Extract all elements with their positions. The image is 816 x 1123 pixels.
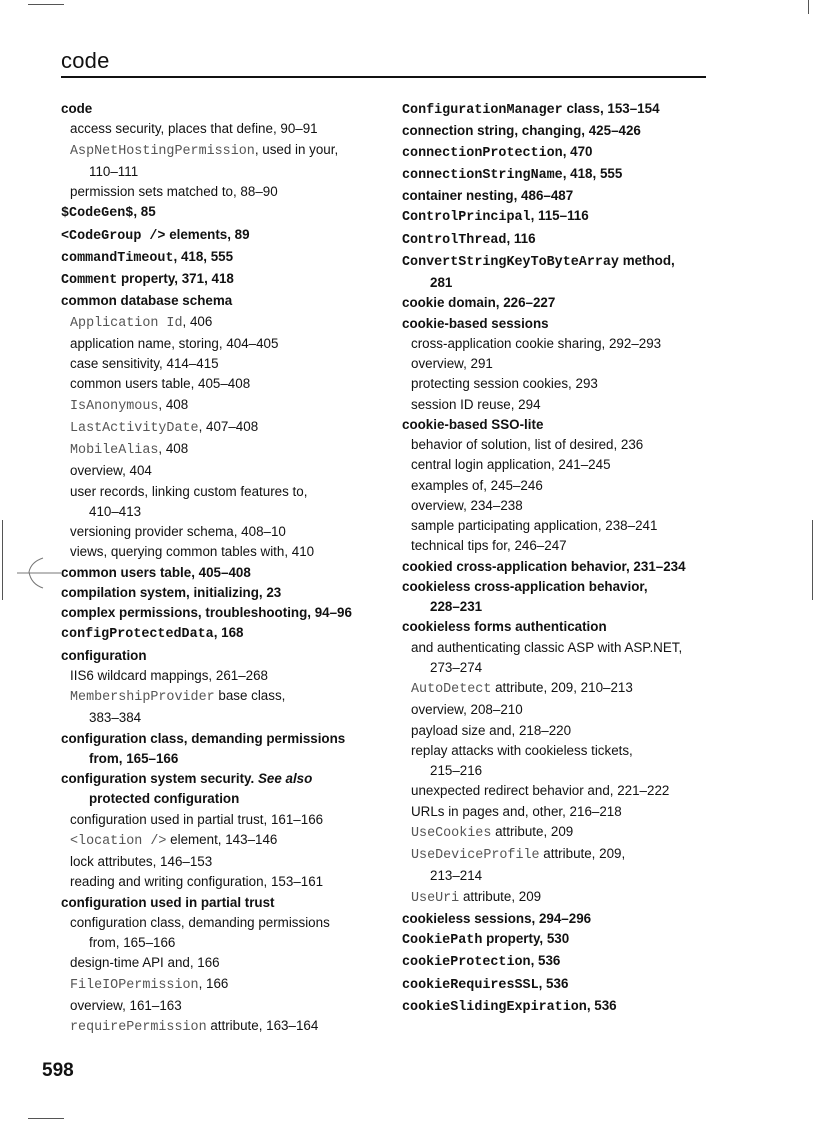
- index-main-entry: [402, 314, 712, 334]
- entry-text: , 418, 555: [562, 165, 623, 181]
- entry-text: , 166: [198, 975, 229, 991]
- index-main-entry: [402, 99, 712, 121]
- entry-text: attribute, 163–164: [206, 1018, 319, 1033]
- crop-mark-left-edge: [2, 520, 3, 600]
- entry-text: , 408: [158, 396, 189, 412]
- index-sub-entry: [61, 686, 371, 708]
- code-term: commandTimeout: [61, 250, 174, 266]
- code-term: cookieProtection: [402, 955, 531, 971]
- entry-text: attribute, 209, 210–213: [491, 680, 633, 695]
- entry-text: configuration class, demanding permissions: [61, 730, 346, 746]
- entry-text: , 418, 555: [173, 248, 234, 264]
- index-sub-entry: [61, 872, 371, 892]
- index-main-entry: [61, 646, 371, 666]
- index-sub-entry: [402, 476, 712, 496]
- entry-text: elements, 89: [165, 226, 250, 242]
- index-sub-entry: [402, 354, 712, 374]
- index-sub-entry: [402, 638, 712, 658]
- index-sub-entry: [402, 496, 712, 516]
- index-main-entry: [402, 577, 712, 597]
- index-sub-entry: [402, 887, 712, 909]
- entry-text: application name, storing, 404–405: [70, 335, 279, 351]
- entry-text: protecting session cookies, 293: [411, 376, 598, 392]
- entry-text: property, 371, 418: [117, 271, 234, 286]
- code-term: FileIOPermission: [70, 977, 199, 993]
- index-sub-entry: [402, 700, 712, 720]
- entry-text: reading and writing configuration, 153–161: [70, 874, 324, 890]
- entry-text: cookie-based sessions: [402, 315, 549, 331]
- index-main-entry: [61, 202, 371, 224]
- entry-text: , 115–116: [530, 208, 589, 224]
- entry-text: configuration system security.: [61, 771, 258, 786]
- code-term: Application Id: [70, 315, 183, 331]
- index-sub-entry: [402, 866, 712, 886]
- page-number: 598: [42, 1060, 74, 1081]
- index-sub-entry: [402, 536, 712, 556]
- entry-text: , 536: [586, 997, 617, 1013]
- index-main-entry: [402, 951, 712, 973]
- entry-text: overview, 234–238: [411, 497, 523, 513]
- index-sub-entry: [61, 502, 371, 522]
- entry-text: common users table, 405–408: [70, 376, 251, 392]
- entry-text: attribute, 209: [459, 888, 542, 904]
- index-main-entry: [61, 291, 371, 311]
- crop-mark-top-right: [808, 0, 809, 14]
- entry-text: element, 143–146: [166, 831, 278, 847]
- index-sub-entry: [61, 395, 371, 417]
- index-sub-entry: [61, 830, 371, 852]
- entry-text: technical tips for, 246–247: [411, 538, 567, 554]
- index-main-entry: [61, 749, 371, 769]
- code-term: requirePermission: [70, 1020, 207, 1035]
- entry-text: configuration used in partial trust: [61, 894, 275, 910]
- crop-mark-bottom-left: [28, 1118, 64, 1119]
- entry-text: session ID reuse, 294: [411, 396, 541, 412]
- index-main-entry: [61, 769, 371, 789]
- code-term: $CodeGen$: [61, 206, 134, 222]
- entry-text: from, 165–166: [89, 750, 179, 766]
- index-sub-entry: [402, 435, 712, 455]
- binding-registration-mark: [15, 554, 65, 594]
- entry-text: attribute, 209,: [539, 846, 626, 861]
- code-term: connectionProtection: [402, 145, 563, 161]
- index-sub-entry: [61, 1016, 371, 1038]
- entry-text: views, querying common tables with, 410: [70, 544, 315, 560]
- entry-text: 213–214: [430, 868, 483, 884]
- index-main-entry: [402, 206, 712, 228]
- index-main-entry: [61, 99, 371, 119]
- index-main-entry: [402, 229, 712, 251]
- entry-text: lock attributes, 146–153: [70, 854, 213, 869]
- entry-text: overview, 291: [411, 356, 493, 371]
- index-main-entry: [402, 186, 712, 206]
- entry-text: examples of, 245–246: [411, 477, 543, 493]
- index-sub-entry: [61, 482, 371, 502]
- code-term: <location />: [70, 833, 167, 849]
- entry-text: See also: [257, 771, 313, 786]
- entry-text: base class,: [214, 688, 286, 703]
- code-term: UseCookies: [411, 825, 492, 841]
- code-term: MobileAlias: [70, 443, 159, 458]
- entry-text: container nesting, 486–487: [402, 188, 574, 203]
- index-sub-entry: [61, 913, 371, 933]
- index-sub-entry: [402, 678, 712, 700]
- index-main-entry: [402, 597, 712, 617]
- code-term: cookieRequiresSSL: [402, 977, 539, 993]
- index-sub-entry: [402, 822, 712, 844]
- entry-text: 273–274: [430, 659, 483, 675]
- index-main-entry: [402, 251, 712, 273]
- index-main-entry: [402, 557, 712, 577]
- entry-text: attribute, 209: [491, 823, 574, 839]
- index-sub-entry: [402, 781, 712, 801]
- entry-text: unexpected redirect behavior and, 221–222: [411, 783, 670, 799]
- entry-text: and authenticating classic ASP with ASP.NET,: [411, 639, 683, 655]
- index-main-entry: [61, 623, 371, 645]
- code-term: CookiePath: [402, 933, 483, 948]
- index-sub-entry: [61, 996, 371, 1016]
- index-sub-entry: [61, 439, 371, 461]
- index-sub-entry: [61, 666, 371, 686]
- entry-text: , 85: [133, 204, 156, 220]
- index-main-entry: [61, 789, 371, 809]
- index-sub-entry: [61, 374, 371, 394]
- index-main-entry: [61, 729, 371, 749]
- index-sub-entry: [61, 119, 371, 139]
- code-term: ControlThread: [402, 232, 507, 248]
- index-sub-entry: [61, 522, 371, 542]
- code-term: connectionStringName: [402, 167, 563, 183]
- index-main-entry: [402, 121, 712, 141]
- entry-text: , 168: [213, 625, 244, 641]
- entry-text: user records, linking custom features to,: [70, 483, 308, 499]
- index-sub-entry: [61, 162, 371, 182]
- index-sub-entry: [61, 312, 371, 334]
- entry-text: configuration used in partial trust, 161–166: [70, 811, 324, 827]
- index-main-entry: [402, 909, 712, 929]
- entry-text: common database schema: [61, 293, 233, 309]
- entry-text: 410–413: [89, 503, 142, 519]
- entry-text: from, 165–166: [89, 935, 176, 950]
- index-main-entry: [61, 225, 371, 247]
- index-main-entry: [402, 617, 712, 637]
- code-term: LastActivityDate: [70, 420, 199, 436]
- entry-text: 383–384: [89, 710, 142, 726]
- index-sub-entry: [61, 461, 371, 481]
- entry-text: method,: [618, 252, 675, 268]
- entry-text: IIS6 wildcard mappings, 261–268: [70, 667, 269, 683]
- entry-text: cookieless sessions, 294–296: [402, 910, 592, 926]
- code-term: UseDeviceProfile: [411, 848, 540, 863]
- index-main-entry: [402, 273, 712, 293]
- index-sub-entry: [61, 354, 371, 374]
- code-term: MembershipProvider: [70, 690, 215, 705]
- index-sub-entry: [61, 810, 371, 830]
- entry-text: connection string, changing, 425–426: [402, 123, 641, 139]
- entry-text: complex permissions, troubleshooting, 94–96: [61, 605, 352, 620]
- index-sub-entry: [402, 334, 712, 354]
- entry-text: class, 153–154: [562, 101, 660, 116]
- index-main-entry: [61, 247, 371, 269]
- code-term: ConvertStringKeyToByteArray: [402, 254, 619, 270]
- entry-text: 228–231: [430, 599, 483, 614]
- entry-text: replay attacks with cookieless tickets,: [411, 742, 633, 758]
- index-main-entry: [402, 293, 712, 313]
- index-main-entry: [61, 269, 371, 291]
- index-main-entry: [402, 164, 712, 186]
- entry-text: cookie domain, 226–227: [402, 295, 556, 311]
- index-main-entry: [402, 996, 712, 1018]
- index-main-entry: [402, 142, 712, 164]
- code-term: Comment: [61, 273, 118, 288]
- index-sub-entry: [402, 741, 712, 761]
- index-sub-entry: [402, 802, 712, 822]
- index-sub-entry: [61, 974, 371, 996]
- entry-text: overview, 208–210: [411, 702, 523, 718]
- entry-text: , used in your,: [254, 141, 339, 157]
- entry-text: property, 530: [482, 931, 570, 946]
- index-sub-entry: [61, 933, 371, 953]
- crop-mark-right-edge: [812, 520, 813, 600]
- entry-text: sample participating application, 238–241: [411, 518, 658, 533]
- entry-text: design-time API and, 166: [70, 955, 220, 971]
- entry-text: configuration: [61, 647, 147, 663]
- header-rule: [61, 76, 706, 78]
- code-term: ControlPrincipal: [402, 210, 531, 226]
- entry-text: overview, 161–163: [70, 997, 182, 1013]
- index-sub-entry: [61, 708, 371, 728]
- entry-text: 281: [430, 275, 453, 290]
- entry-text: access security, places that define, 90–91: [70, 121, 318, 137]
- index-sub-entry: [402, 395, 712, 415]
- index-main-entry: [402, 929, 712, 951]
- entry-text: , 536: [530, 953, 561, 969]
- entry-text: central login application, 241–245: [411, 457, 611, 473]
- code-term: IsAnonymous: [70, 398, 159, 414]
- entry-text: URLs in pages and, other, 216–218: [411, 803, 622, 819]
- code-term: AspNetHostingPermission: [70, 143, 255, 159]
- index-sub-entry: [61, 417, 371, 439]
- index-sub-entry: [61, 542, 371, 562]
- index-column-left: [61, 99, 371, 1038]
- entry-text: cookie-based SSO-lite: [402, 416, 544, 432]
- entry-text: common users table, 405–408: [61, 564, 251, 580]
- code-term: <CodeGroup />: [61, 228, 166, 244]
- running-header-title: code: [61, 48, 110, 73]
- entry-text: permission sets matched to, 88–90: [70, 184, 278, 199]
- index-sub-entry: [61, 852, 371, 872]
- index-sub-entry: [402, 658, 712, 678]
- index-main-entry: [402, 974, 712, 996]
- crop-mark-top-left: [28, 4, 64, 5]
- code-term: ConfigurationManager: [402, 103, 563, 118]
- entry-text: , 406: [182, 313, 213, 329]
- entry-text: , 470: [562, 143, 593, 159]
- entry-text: case sensitivity, 414–415: [70, 356, 219, 371]
- entry-text: , 116: [506, 230, 536, 246]
- entry-text: cookieless forms authentication: [402, 619, 607, 635]
- entry-text: 110–111: [89, 163, 139, 179]
- entry-text: compilation system, initializing, 23: [61, 584, 282, 600]
- entry-text: behavior of solution, list of desired, 236: [411, 437, 644, 452]
- index-sub-entry: [61, 140, 371, 162]
- index-sub-entry: [61, 334, 371, 354]
- entry-text: protected configuration: [89, 791, 240, 807]
- entry-text: cookied cross-application behavior, 231–234: [402, 558, 686, 574]
- index-sub-entry: [402, 516, 712, 536]
- entry-text: configuration class, demanding permissions: [70, 914, 330, 930]
- index-main-entry: [61, 603, 371, 623]
- index-sub-entry: [402, 455, 712, 475]
- index-sub-entry: [402, 761, 712, 781]
- entry-text: , 408: [158, 441, 189, 456]
- index-main-entry: [61, 583, 371, 603]
- index-main-entry: [402, 415, 712, 435]
- entry-text: 215–216: [430, 763, 483, 778]
- entry-text: code: [61, 101, 93, 116]
- code-term: UseUri: [411, 890, 460, 906]
- entry-text: overview, 404: [70, 463, 152, 479]
- index-sub-entry: [402, 374, 712, 394]
- entry-text: payload size and, 218–220: [411, 722, 572, 738]
- index-sub-entry: [61, 953, 371, 973]
- code-term: cookieSlidingExpiration: [402, 999, 587, 1015]
- entry-text: cookieless cross-application behavior,: [402, 578, 648, 594]
- index-main-entry: [61, 893, 371, 913]
- entry-text: cross-application cookie sharing, 292–293: [411, 335, 662, 351]
- entry-text: versioning provider schema, 408–10: [70, 524, 286, 539]
- entry-text: , 536: [538, 975, 569, 991]
- index-main-entry: [61, 563, 371, 583]
- index-sub-entry: [402, 844, 712, 866]
- index-column-right: [402, 99, 712, 1018]
- index-sub-entry: [61, 182, 371, 202]
- code-term: AutoDetect: [411, 682, 492, 697]
- code-term: configProtectedData: [61, 627, 214, 643]
- entry-text: , 407–408: [198, 418, 259, 434]
- index-sub-entry: [402, 721, 712, 741]
